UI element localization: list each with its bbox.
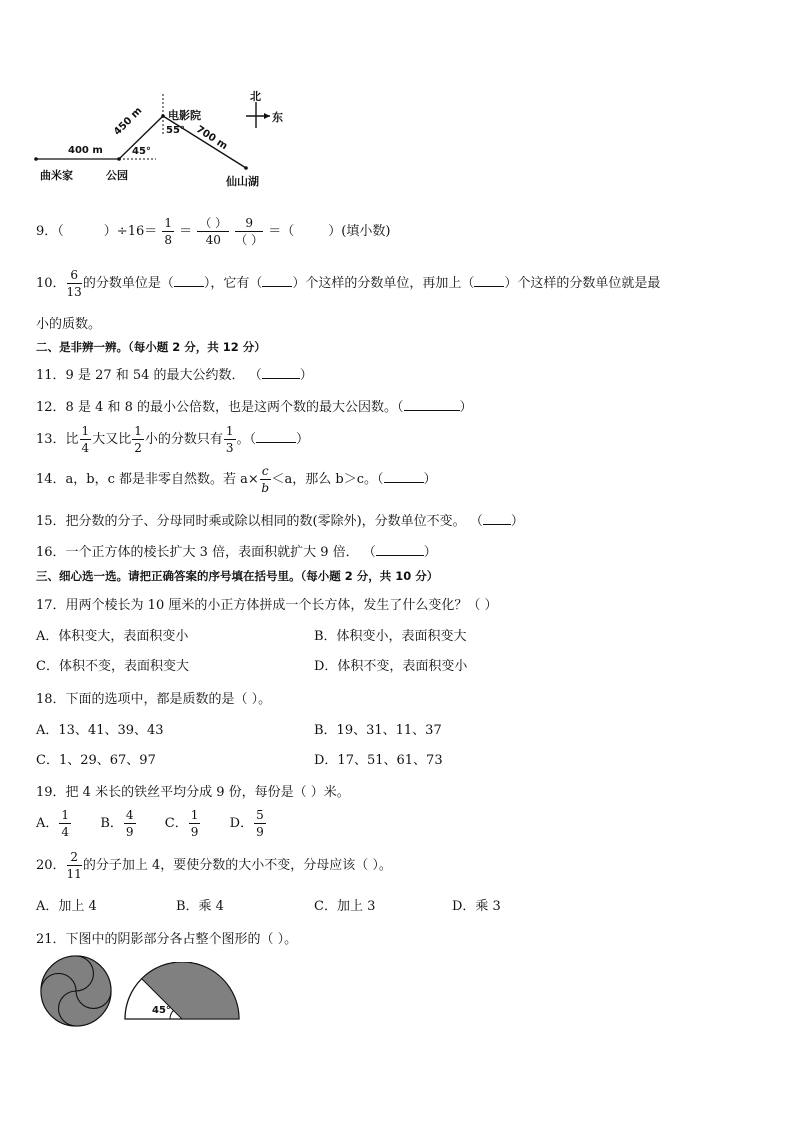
north-label: 北: [250, 90, 261, 103]
question-14: 14．a，b，c 都是非零自然数。若 a× $\frac{c}{b}$ ＜a，那么 b＞c。（ ）: [36, 464, 437, 495]
answer-blank[interactable]: [404, 399, 460, 411]
distance-home-park: 400 m: [68, 145, 103, 156]
question-12: 12．8 是 4 和 8 的最小公倍数，也是这两个数的最大公因数。（ ）: [36, 400, 473, 415]
fraction: $\frac{1}{9}$: [190, 808, 199, 839]
question-10-line2: 小的质数。: [36, 317, 102, 332]
option-20-a[interactable]: A．加上 4: [36, 899, 97, 914]
question-10: 10． $\frac{6}{13}$ 的分数单位是（ ），它有（ ）个这样的分数单位，再加上（ ）个这样的分数单位就是最: [36, 268, 661, 299]
fraction: $\frac{6}{13}$: [66, 268, 82, 299]
semicircle-figure-svg: [122, 962, 242, 1022]
option-19-c[interactable]: C． $\frac{1}{9}$: [164, 808, 199, 839]
option-17-d[interactable]: D．体积不变，表面积变小: [314, 659, 468, 674]
option-20-d[interactable]: D．乘 3: [452, 899, 501, 914]
home-label: 曲米家: [40, 169, 73, 182]
fraction: $\frac{2}{11}$: [66, 850, 82, 881]
section-3-heading: 三、细心选一选。请把正确答案的序号填在括号里。（每小题 2 分，共 10 分）: [36, 569, 439, 583]
lake-label: 仙山湖: [226, 175, 259, 188]
question-18-stem: 18．下面的选项中，都是质数的是（ ）。: [36, 692, 272, 707]
angle-cinema-label: 55°: [166, 125, 185, 136]
option-17-a[interactable]: A．体积变大，表面积变小: [36, 629, 189, 644]
question-9: 9．（ ）÷16＝ $\frac{1}{8}$ ＝ $\frac{( )}{40}$ $\frac{9}{( )}$ ＝（ ）(填小数): [36, 216, 391, 247]
fraction: $\frac{4}{9}$: [125, 808, 134, 839]
fraction: $\frac{( )}{40}$: [199, 216, 228, 247]
option-17-b[interactable]: B．体积变小，表面积变大: [314, 629, 467, 644]
answer-blank[interactable]: [376, 544, 424, 556]
fraction: $\frac{1}{2}$: [134, 424, 142, 455]
semicircle-angle-label: 45°: [152, 1005, 171, 1016]
fraction: $\frac{5}{9}$: [256, 808, 264, 839]
question-15: 15．把分数的分子、分母同时乘或除以相同的数(零除外)，分数单位不变。 （ ）: [36, 514, 524, 529]
question-19-stem: 19．把 4 米长的铁丝平均分成 9 份，每份是（ ）米。: [36, 785, 350, 800]
answer-blank[interactable]: [384, 471, 424, 483]
fraction: $\frac{1}{4}$: [61, 808, 70, 839]
answer-blank[interactable]: [262, 275, 292, 287]
park-label: 公园: [106, 169, 128, 182]
fraction: $\frac{c}{b}$: [261, 464, 270, 495]
option-19-d[interactable]: D． $\frac{5}{9}$: [229, 808, 264, 839]
question-13: 13．比 $\frac{1}{4}$ 大又比 $\frac{1}{2}$ 小的分数只有 $\frac{1}{3}$ 。（ ）: [36, 424, 310, 455]
fraction: $\frac{1}{3}$: [225, 424, 234, 455]
circle-figure-svg: [38, 953, 114, 1029]
east-label: 东: [272, 111, 283, 124]
cinema-label: 电影院: [168, 109, 201, 122]
answer-blank[interactable]: [474, 275, 504, 287]
option-18-c[interactable]: C．1、29、67、97: [36, 753, 156, 768]
option-19-a[interactable]: A． $\frac{1}{4}$: [36, 808, 70, 839]
semicircle-shading-figure: [122, 962, 242, 1026]
distance-park-cinema: 450 m: [112, 105, 145, 138]
question-17-stem: 17．用两个棱长为 10 厘米的小正方体拼成一个长方体，发生了什么变化？（ ）: [36, 598, 498, 613]
option-20-c[interactable]: C．加上 3: [314, 899, 376, 914]
question-20: 20． $\frac{2}{11}$ 的分子加上 4，要使分数的大小不变，分母应该（ ）。: [36, 850, 392, 881]
option-18-d[interactable]: D．17、51、61、73: [314, 753, 443, 768]
fraction: $\frac{1}{4}$: [81, 424, 90, 455]
question-11: 11．9 是 27 和 54 的最大公约数． （ ）: [36, 368, 313, 383]
answer-blank[interactable]: [483, 513, 511, 525]
fraction: $\frac{9}{( )}$: [235, 216, 264, 247]
option-17-c[interactable]: C．体积不变，表面积变大: [36, 659, 189, 674]
circle-shading-figure: [38, 953, 114, 1033]
answer-blank[interactable]: [262, 367, 300, 379]
question-19-options: [36, 806, 267, 842]
option-18-b[interactable]: B．19、31、11、37: [314, 723, 442, 738]
section-2-heading: 二、是非辨一辨。（每小题 2 分，共 12 分）: [36, 340, 266, 354]
answer-blank[interactable]: [174, 275, 204, 287]
option-19-b[interactable]: B． $\frac{4}{9}$: [100, 808, 134, 839]
distance-cinema-lake: 700 m: [194, 124, 230, 153]
question-21-stem: 21．下图中的阴影部分各占整个图形的（ ）。: [36, 932, 298, 947]
angle-park-label: 45°: [132, 146, 151, 157]
question-16: 16．一个正方体的棱长扩大 3 倍，表面积就扩大 9 倍． （ ）: [36, 545, 437, 560]
option-18-a[interactable]: A．13、41、39、43: [36, 723, 164, 738]
option-20-b[interactable]: B．乘 4: [176, 899, 224, 914]
answer-blank[interactable]: [256, 431, 296, 443]
fraction: $\frac{1}{8}$: [164, 216, 173, 247]
